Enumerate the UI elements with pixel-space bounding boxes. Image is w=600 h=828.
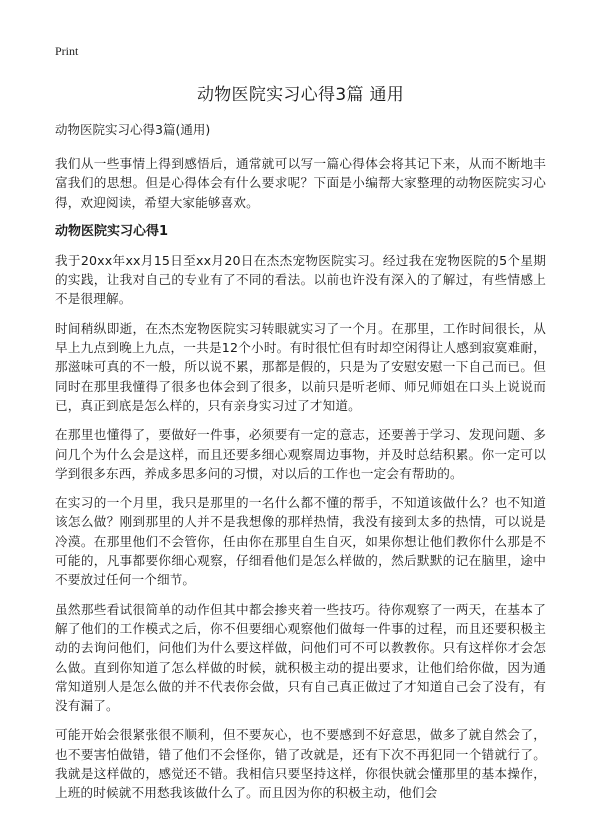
document-title: 动物医院实习心得3篇 通用 <box>196 85 405 105</box>
body-paragraph-1: 我于20xx年xx月15日至xx月20日在杰杰宠物医院实习。经过我在宠物医院的5个星期的实践，让我对自己的专业有了不同的看法。以前也许没有深入的了解过，有些情感上不是很理解。 <box>55 252 546 307</box>
document-subtitle: 动物医院实习心得3篇(通用) <box>55 122 211 137</box>
print-link[interactable]: Print <box>55 44 79 58</box>
body-paragraph-6: 可能开始会很紧张很不顺利，但不要灰心，也不要感到不好意思，做多了就自然会了，也不要害怕做错，错了他们不会怪你，错了改就是，还有下次不再犯同一个错就行了。我就是这样做的，感觉还不错。我相信只要坚持这样，你很快就会懂那里的基本操作，上班的时候就不用愁我该做什么了。而且因为你的积极主动，他们会 <box>55 727 546 801</box>
intro-paragraph: 我们从一些事情上得到感悟后，通常就可以写一篇心得体会将其记下来，从而不断地丰富我们的思想。但是心得体会有什么要求呢？下面是小编帮大家整理的动物医院实习心得，欢迎阅读，希望大家能够喜欢。 <box>55 156 546 210</box>
body-paragraph-2: 时间稍纵即逝，在杰杰宠物医院实习转眼就实习了一个月。在那里，工作时间很长，从早上九点到晚上九点，一共是12个小时。有时很忙但有时却空闲得让人感到寂寞难耐，那滋味可真的不一般，所以说不累，那都是假的，只是为了安慰安慰一下自己而已。但同时在那里我懂得了很多也体会到了很多，以前只是听老师、师兄师姐在口头上说说而已，真正到底是怎么样的，只有亲身实习过了才知道。 <box>55 320 546 413</box>
section-heading: 动物医院实习心得1 <box>55 223 169 239</box>
body-paragraph-5: 虽然那些看试很简单的动作但其中都会掺夹着一些技巧。待你观察了一两天，在基本了解了他们的工作模式之后，你不但要细心观察他们做每一件事的过程，而且还要积极主动的去询问他们，问他们为什么要这样做，问他们可不可以教教你。只有这样你才会怎么做。直到你知道了怎么样做的时候，就积极主动的提出要求，让他们给你做，因为通常知道别人是怎么做的并不代表你会做，只有自己真正做过了才知道自己会了没有，有没有漏了。 <box>55 601 546 714</box>
body-paragraph-3: 在那里也懂得了，要做好一件事，必须要有一定的意志，还要善于学习、发现问题、多问几个为什么会是这样，而且还要多细心观察周边事物，并及时总结积累。你一定可以学到很多东西，养成多思多问的习惯，对以后的工作也一定会有帮助的。 <box>55 427 546 481</box>
body-paragraph-4: 在实习的一个月里，我只是那里的一名什么都不懂的帮手，不知道该做什么？也不知道该怎么做？刚到那里的人并不是我想像的那样热情，我没有接到太多的热情，可以说是冷漠。在那里他们不会管你，任由你在那里自生自灭，如果你想让他们教你什么那是不可能的，凡事都要你细心观察，仔细看他们是怎么样做的，然后默默的记在脑里，途中不要放过任何一个细节。 <box>55 495 546 588</box>
